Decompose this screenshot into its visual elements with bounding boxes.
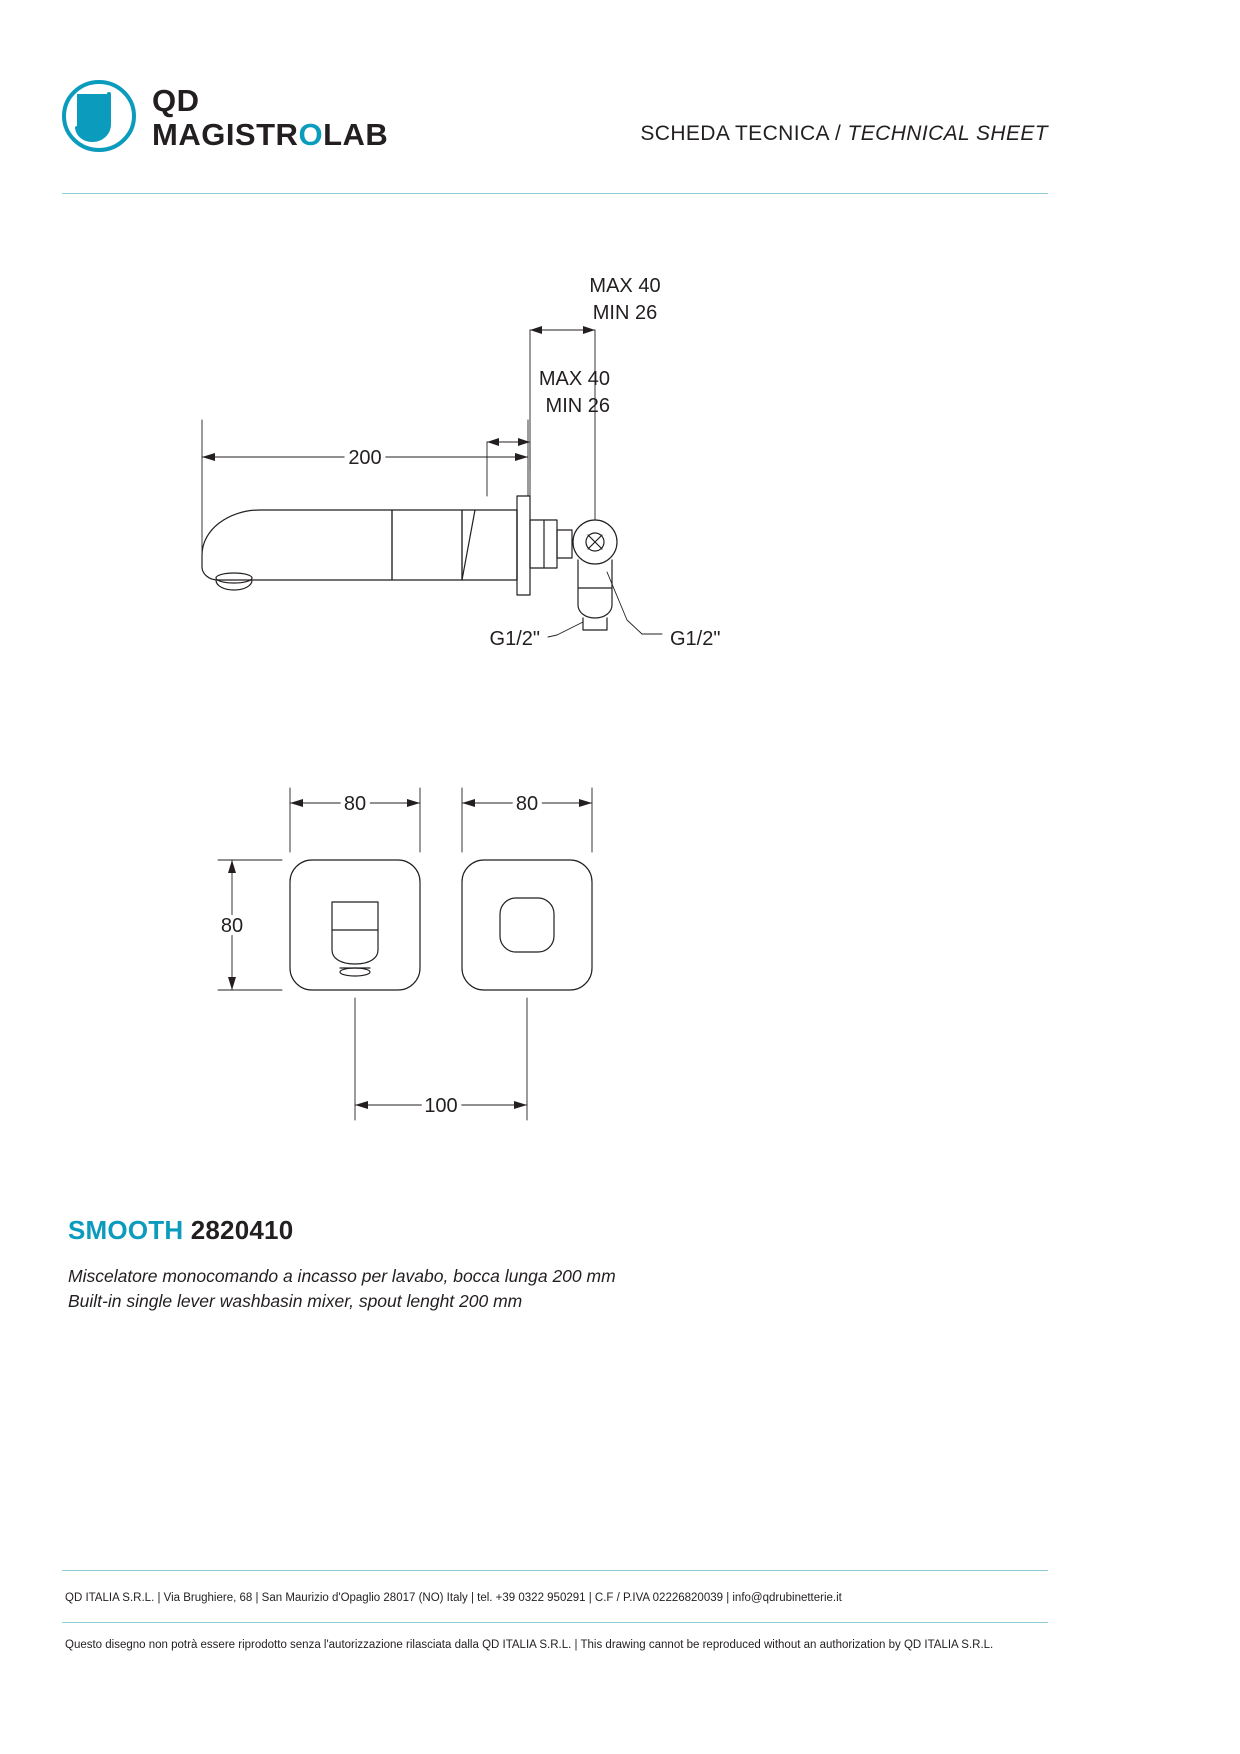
product-description — [68, 1264, 968, 1315]
brand-wordmark-qd: QD — [152, 82, 200, 118]
dimension-label-plate-width-left: 80 — [343, 793, 367, 815]
qd-logo-icon — [62, 80, 136, 154]
brand-wordmark-part2: LAB — [323, 116, 389, 152]
product-code: 2820410 — [190, 1215, 294, 1245]
brand-wordmark-magistrolab — [152, 116, 389, 152]
sheet-title-it: SCHEDA TECNICA — [640, 122, 829, 145]
product-description-en: Built-in single lever washbasin mixer, spout lenght 200 mm — [68, 1291, 523, 1312]
dimension-label-spout-length: 200 — [348, 447, 382, 469]
dimension-label-top-min: MIN 26 — [592, 302, 658, 324]
product-name: SMOOTH — [68, 1215, 191, 1245]
dimension-label-mid-max: MAX 40 — [538, 368, 610, 390]
sheet-title-en: TECHNICAL SHEET — [847, 122, 1048, 145]
brand-wordmark-part1: MAGISTR — [152, 116, 299, 152]
dimension-label-thread-left: G1/2" — [489, 628, 540, 650]
brand-logo — [62, 80, 388, 154]
dimension-label-plate-width-right: 80 — [515, 793, 539, 815]
dimension-label-center-distance: 100 — [424, 1095, 458, 1117]
dimension-label-thread-right: G1/2" — [670, 628, 721, 650]
page-header — [62, 80, 1048, 190]
product-description-it: Miscelatore monocomando a incasso per lavabo, bocca lunga 200 mm — [68, 1266, 616, 1286]
footer-company-info: QD ITALIA S.R.L. | Via Brughiere, 68 | San Maurizio d'Opaglio 28017 (NO) Italy | tel. +39 0322 950291 | C.F / P.IVA 02226820039 | info@qdrubinetterie.it — [65, 1592, 842, 1604]
footer-divider-mid — [62, 1622, 1048, 1623]
sheet-title — [640, 122, 1048, 146]
product-title — [68, 1215, 968, 1246]
technical-drawing — [62, 220, 1048, 1170]
brand-wordmark-accent: O — [298, 116, 324, 152]
brand-wordmark — [152, 82, 389, 152]
footer-disclaimer: Questo disegno non potrà essere riprodotto senza l'autorizzazione rilasciata dalla QD ITALIA S.R.L. | This drawing cannot be reproduced without an authorization by QD ITALIA S.R.L. — [65, 1639, 994, 1651]
footer-divider-top — [62, 1570, 1048, 1571]
product-info — [68, 1215, 968, 1315]
dimension-label-top-max: MAX 40 — [589, 275, 661, 297]
sheet-title-separator: / — [828, 122, 848, 145]
dimension-label-plate-height: 80 — [220, 915, 244, 937]
dimension-label-mid-min: MIN 26 — [545, 395, 610, 417]
header-divider — [62, 193, 1048, 194]
